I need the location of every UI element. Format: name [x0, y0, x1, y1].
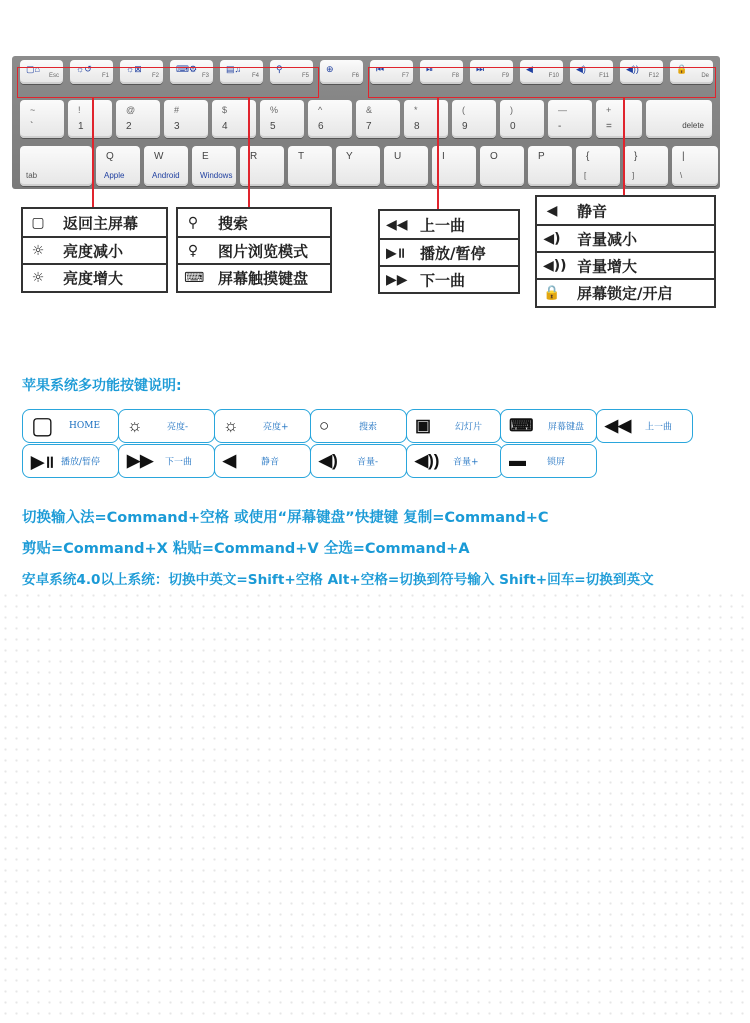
legend-icon: ◀◀: [386, 216, 408, 233]
legend-row: [178, 263, 330, 290]
apple-function-button: [22, 409, 119, 443]
legend-icon: ♀: [187, 242, 199, 259]
number-key-top: &: [366, 105, 373, 115]
function-key-icon: ▢⌂: [26, 64, 40, 74]
function-key-icon: ▤♫: [226, 64, 242, 74]
letter-key[interactable]: [432, 146, 476, 186]
function-key-label: F3: [201, 73, 209, 79]
function-key-label: F2: [151, 73, 159, 79]
note-line-1: 切换输入法=Command+空格 或使用“屏幕键盘”快捷键 复制=Command+C: [22, 510, 549, 526]
legend-row: [380, 265, 518, 292]
function-key-label: F4: [251, 73, 259, 79]
legend-icon: ⚲: [187, 214, 199, 231]
function-key-icon: 🔒: [676, 64, 688, 74]
legend-media: [378, 209, 520, 294]
number-key[interactable]: [500, 100, 544, 138]
function-key-label: F12: [648, 73, 659, 79]
apple-button-icon: ▶॥: [31, 452, 55, 472]
apple-button-icon: ⌨: [509, 416, 534, 435]
number-key[interactable]: [116, 100, 160, 138]
legend-icon: ◀)): [543, 257, 567, 274]
apple-button-icon: ▢: [31, 412, 54, 440]
connector-line-volume: [623, 97, 625, 197]
letter-key[interactable]: [624, 146, 668, 186]
function-key-icon: ☼⊠: [126, 64, 142, 74]
legend-icon: ▶॥: [386, 245, 406, 261]
apple-function-button: [118, 409, 215, 443]
number-key-top: —: [558, 105, 567, 115]
number-key-bottom: 3: [174, 121, 180, 132]
function-key-icon: ◀): [576, 64, 586, 74]
function-key[interactable]: [320, 60, 363, 84]
function-key-label: F8: [451, 73, 459, 79]
legend-text: 静音: [577, 202, 608, 220]
apple-button-label: 屏幕键盘: [548, 422, 585, 433]
letter-key-main: Y: [346, 151, 353, 162]
apple-button-label: 下一曲: [165, 457, 193, 468]
letter-key-main: }: [634, 151, 638, 162]
apple-button-label: 幻灯片: [455, 422, 483, 433]
dotted-background: [0, 590, 750, 1023]
legend-icon: ◀): [543, 230, 561, 247]
letter-key-main: U: [394, 151, 402, 162]
apple-button-label: 锁屏: [547, 457, 566, 468]
function-key-label: F5: [301, 73, 309, 79]
legend-text: 播放/暂停: [420, 244, 486, 262]
apple-button-label: 搜索: [359, 422, 378, 433]
letter-key-main: T: [298, 151, 305, 162]
apple-function-button: [118, 444, 215, 478]
function-key-label: De: [701, 73, 709, 79]
number-key-bottom: 5: [270, 121, 276, 132]
letter-key-main: |: [682, 151, 685, 162]
letter-key-main: W: [154, 151, 164, 162]
apple-button-label: 静音: [261, 457, 280, 468]
number-key-top: (: [462, 105, 465, 115]
highlight-box-f7-de: [368, 67, 716, 98]
number-key-bottom: 7: [366, 121, 372, 132]
connector-line-media: [437, 97, 439, 209]
apple-button-icon: ◀)): [415, 451, 440, 470]
function-key-label: F6: [351, 73, 359, 79]
function-key-label: F9: [501, 73, 509, 79]
number-key-bottom: 0: [510, 121, 516, 132]
note-line-2: 剪贴=Command+X 粘贴=Command+V 全选=Command+A: [22, 541, 470, 557]
number-key[interactable]: [596, 100, 642, 138]
apple-button-label: 上一曲: [645, 422, 673, 433]
apple-function-button: [406, 409, 501, 443]
number-key-top: @: [126, 105, 136, 115]
letter-key[interactable]: [144, 146, 188, 186]
number-key-top: !: [78, 105, 81, 115]
apple-button-icon: ○: [319, 416, 330, 435]
apple-button-icon: ◀◀: [605, 416, 632, 435]
function-key-label: Esc: [48, 73, 59, 79]
letter-key[interactable]: [240, 146, 284, 186]
letter-key[interactable]: [384, 146, 428, 186]
number-key-bottom: 1: [78, 121, 84, 132]
number-key-bottom: delete: [682, 121, 704, 130]
legend-row: [537, 251, 714, 278]
number-key-top: %: [270, 105, 279, 115]
legend-icon: 🔒: [543, 284, 561, 301]
function-key-label: F11: [599, 73, 609, 79]
apple-button-label: HOME: [69, 421, 101, 431]
number-key-bottom: =: [606, 121, 612, 132]
legend-row: [23, 236, 166, 263]
legend-icon: ▶▶: [386, 271, 408, 288]
apple-button-label: 亮度-: [167, 422, 189, 433]
legend-home-brightness: [21, 207, 168, 293]
number-key[interactable]: [404, 100, 448, 138]
apple-button-icon: ▶▶: [127, 451, 154, 470]
number-key-top: *: [414, 105, 418, 115]
legend-text: 下一曲: [420, 271, 466, 289]
letter-key[interactable]: [336, 146, 380, 186]
apple-function-button: [214, 409, 311, 443]
legend-icon: ⌨: [184, 269, 205, 286]
letter-key-main: {: [586, 151, 590, 162]
apple-button-label: 播放/暂停: [61, 457, 101, 468]
legend-row: [178, 236, 330, 263]
number-key-top: ^: [318, 105, 323, 115]
letter-key[interactable]: [192, 146, 236, 186]
function-key-icon: ⚲: [276, 64, 283, 74]
number-key-bottom: 4: [222, 121, 228, 132]
letter-key-main: O: [490, 151, 498, 162]
legend-row: [178, 209, 330, 236]
apple-function-button: [310, 409, 407, 443]
number-key-bottom: `: [30, 121, 34, 132]
legend-icon: ☼: [31, 242, 45, 259]
apple-button-icon: ◀): [319, 451, 338, 470]
apple-button-label: 音量+: [453, 457, 479, 468]
letter-key[interactable]: [96, 146, 140, 186]
function-key-icon: ☼↺: [76, 64, 92, 74]
legend-text: 亮度增大: [63, 269, 124, 287]
legend-row: [380, 211, 518, 238]
number-key-top: ): [510, 105, 513, 115]
legend-text: 屏幕锁定/开启: [577, 284, 673, 302]
number-key[interactable]: [68, 100, 112, 138]
apple-button-label: 音量-: [357, 457, 379, 468]
number-key-bottom: 9: [462, 121, 468, 132]
number-key[interactable]: [548, 100, 592, 138]
legend-text: 屏幕触摸键盘: [218, 269, 309, 287]
function-key-icon: ◀)): [626, 64, 639, 74]
legend-text: 上一曲: [420, 216, 466, 234]
legend-icon: ◀: [546, 202, 558, 219]
connector-line-mid: [248, 97, 250, 207]
legend-text: 亮度减小: [63, 242, 124, 260]
legend-text: 返回主屏幕: [63, 214, 139, 232]
number-key[interactable]: [20, 100, 64, 138]
letter-key[interactable]: [20, 146, 92, 186]
function-key-icon: ⏯: [426, 64, 434, 74]
function-key-icon: ⌨⚙: [176, 64, 198, 74]
letter-key[interactable]: [288, 146, 332, 186]
apple-function-button: [310, 444, 407, 478]
letter-key-sub: [: [584, 171, 587, 180]
apple-button-icon: ☼: [127, 416, 143, 435]
number-key[interactable]: [646, 100, 712, 138]
number-key-top: #: [174, 105, 180, 115]
apple-function-button: [214, 444, 311, 478]
legend-icon: ▢: [31, 214, 45, 231]
number-key[interactable]: [452, 100, 496, 138]
number-key-top: +: [606, 105, 612, 115]
number-key-bottom: 2: [126, 121, 132, 132]
legend-row: [23, 263, 166, 290]
legend-row: [537, 278, 714, 305]
legend-text: 音量增大: [577, 257, 638, 275]
legend-text: 音量减小: [577, 230, 638, 248]
number-key[interactable]: [308, 100, 352, 138]
legend-search-photo-keyboard: [176, 207, 332, 293]
number-key[interactable]: [164, 100, 208, 138]
apple-button-icon: ◀: [223, 451, 237, 470]
apple-button-icon: ▣: [415, 416, 432, 435]
function-key-icon: ◀: [526, 64, 533, 74]
apple-function-button: [500, 409, 597, 443]
apple-button-icon: ☼: [223, 416, 239, 435]
function-key-icon: ⏭: [476, 64, 485, 74]
function-key-label: F10: [548, 73, 559, 79]
apple-button-label: 亮度+: [263, 422, 289, 433]
letter-key-sub: ]: [632, 171, 635, 180]
note-line-3: 安卓系统4.0以上系统：切换中英文=Shift+空格 Alt+空格=切换到符号输入 Shift+回车=切换到英文: [22, 572, 654, 588]
letter-key-sub: Apple: [104, 171, 125, 180]
number-key-bottom: -: [558, 121, 562, 132]
legend-row: [380, 238, 518, 265]
letter-key-sub: Android: [152, 171, 180, 180]
legend-row: [537, 197, 714, 224]
legend-volume-lock: [535, 195, 716, 308]
letter-key-sub: tab: [26, 171, 38, 180]
apple-button-icon: ▬: [509, 451, 526, 470]
legend-row: [537, 224, 714, 251]
apple-function-button: [406, 444, 503, 478]
function-key-icon: ⏮: [376, 64, 385, 74]
letter-key-sub: Windows: [200, 171, 233, 180]
letter-key-main: R: [250, 151, 258, 162]
apple-function-button: [22, 444, 119, 478]
apple-function-button: [596, 409, 693, 443]
function-key-icon: ⊕: [326, 64, 334, 74]
function-key-label: F7: [401, 73, 409, 79]
letter-key[interactable]: [576, 146, 620, 186]
legend-icon: ☼: [31, 269, 45, 286]
number-key[interactable]: [260, 100, 304, 138]
letter-key[interactable]: [672, 146, 718, 186]
letter-key-main: P: [538, 151, 545, 162]
number-key-top: ~: [30, 105, 36, 115]
highlight-box-f1-f5: [17, 67, 319, 98]
letter-key[interactable]: [528, 146, 572, 186]
letter-key-main: E: [202, 151, 209, 162]
legend-row: [23, 209, 166, 236]
legend-text: 图片浏览模式: [218, 242, 309, 260]
number-key-bottom: 8: [414, 121, 420, 132]
connector-line-left: [92, 97, 94, 207]
function-key-label: F1: [101, 73, 109, 79]
number-key-bottom: 6: [318, 121, 324, 132]
letter-key-sub: \: [680, 171, 683, 180]
number-key-top: $: [222, 105, 228, 115]
apple-heading: 苹果系统多功能按键说明:: [22, 378, 182, 394]
number-key[interactable]: [356, 100, 400, 138]
letter-key-main: Q: [106, 151, 114, 162]
letter-key[interactable]: [480, 146, 524, 186]
legend-text: 搜索: [218, 214, 249, 232]
apple-function-button: [500, 444, 597, 478]
letter-key-main: I: [442, 151, 445, 162]
